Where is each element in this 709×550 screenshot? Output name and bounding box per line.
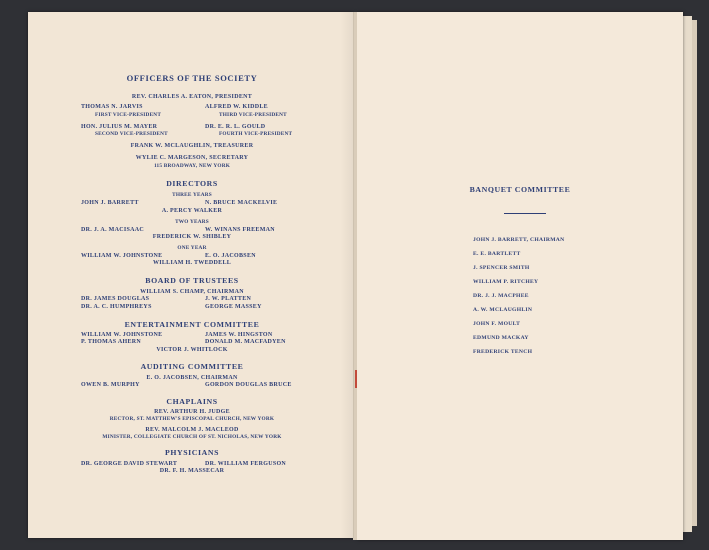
trustees-chair: WILLIAM S. CHAMP, CHAIRMAN <box>140 289 244 295</box>
physician-name: DR. GEORGE DAVID STEWART <box>81 461 178 467</box>
director-name: N. BRUCE MACKELVIE <box>205 200 278 206</box>
one-year-label: ONE YEAR <box>177 245 207 251</box>
director-name: W. WINANS FREEMAN <box>205 227 275 233</box>
officers-heading: OFFICERS OF THE SOCIETY <box>126 73 258 83</box>
banquet-heading: BANQUET COMMITTEE <box>469 185 571 194</box>
banquet-member: EDMUND MACKAY <box>473 335 529 341</box>
entertainment-member: DONALD M. MACFADYEN <box>205 339 286 345</box>
chaplain-name: REV. ARTHUR H. JUDGE <box>154 409 230 415</box>
banquet-member: FREDERICK TENCH <box>473 349 533 355</box>
physician-name: DR. WILLIAM FERGUSON <box>205 461 287 467</box>
auditing-member: OWEN B. MURPHY <box>81 382 140 388</box>
auditing-heading: AUDITING COMMITTEE <box>140 362 244 371</box>
banquet-member: JOHN F. MOULT <box>473 321 521 327</box>
entertainment-member: JAMES W. HINGSTON <box>205 332 273 338</box>
director-name: DR. J. A. MACISAAC <box>81 227 145 233</box>
trustee-name: GEORGE MASSEY <box>205 304 262 310</box>
vp1-name: THOMAS N. JARVIS <box>81 104 143 110</box>
directors-heading: DIRECTORS <box>166 179 218 188</box>
banquet-member: A. W. MCLAUGHLIN <box>473 307 533 313</box>
three-years-label: THREE YEARS <box>172 192 212 198</box>
entertainment-member: P. THOMAS AHERN <box>81 339 142 345</box>
director-name: WILLIAM H. TWEDDELL <box>152 260 232 266</box>
director-name: E. O. JACOBSEN <box>205 253 256 259</box>
vp4-title: FOURTH VICE-PRESIDENT <box>219 131 293 137</box>
director-name: FREDERICK W. SHIBLEY <box>152 234 232 240</box>
page-stack-edge <box>692 20 697 526</box>
treasurer-line: FRANK W. MCLAUGHLIN, TREASURER <box>130 143 254 149</box>
vp3-title: THIRD VICE-PRESIDENT <box>219 112 287 118</box>
two-years-label: TWO YEARS <box>175 219 209 225</box>
auditing-chair: E. O. JACOBSEN, CHAIRMAN <box>146 375 238 381</box>
entertainment-member: WILLIAM W. JOHNSTONE <box>81 332 163 338</box>
left-page <box>28 12 354 538</box>
vp2-title: SECOND VICE-PRESIDENT <box>95 131 168 137</box>
vp2-name: HON. JULIUS M. MAYER <box>81 124 158 130</box>
vp3-name: ALFRED W. KIDDLE <box>205 104 268 110</box>
chaplain-title: RECTOR, ST. MATTHEW'S EPISCOPAL CHURCH, NEW YORK <box>109 416 275 422</box>
page-edge <box>683 16 692 532</box>
entertainment-heading: ENTERTAINMENT COMMITTEE <box>124 320 260 329</box>
director-name: WILLIAM W. JOHNSTONE <box>81 253 163 259</box>
banquet-member: JOHN J. BARRETT, CHAIRMAN <box>473 237 565 243</box>
trustee-name: DR. JAMES DOUGLAS <box>81 296 150 302</box>
banquet-member: J. SPENCER SMITH <box>473 265 530 271</box>
secretary-line: WYLIE C. MARGESON, SECRETARY <box>135 155 249 161</box>
heading-rule <box>504 213 546 214</box>
chaplain-title: MINISTER, COLLEGIATE CHURCH OF ST. NICHOLAS, NEW YORK <box>102 434 282 440</box>
gutter-shadow <box>340 12 354 538</box>
trustees-heading: BOARD OF TRUSTEES <box>145 276 239 285</box>
director-name: JOHN J. BARRETT <box>81 200 139 206</box>
trustee-name: DR. A. C. HUMPHREYS <box>81 304 152 310</box>
physician-name: DR. F. H. MASSECAR <box>159 468 225 474</box>
auditing-member: GORDON DOUGLAS BRUCE <box>205 382 292 388</box>
chaplain-name: REV. MALCOLM J. MACLEOD <box>145 427 239 433</box>
banquet-member: E. E. BARTLETT <box>473 251 521 257</box>
entertainment-member: VICTOR J. WHITLOCK <box>156 347 228 353</box>
trustee-name: J. W. PLATTEN <box>205 296 252 302</box>
president-line: REV. CHARLES A. EATON, PRESIDENT <box>131 94 253 100</box>
right-page <box>357 12 683 540</box>
vp4-name: DR. E. R. L. GOULD <box>205 124 266 130</box>
vp1-title: FIRST VICE-PRESIDENT <box>95 112 162 118</box>
secretary-address: 115 BROADWAY, NEW YORK <box>153 163 231 169</box>
banquet-member: DR. J. J. MACPHEE <box>473 293 529 299</box>
ribbon-marker <box>355 370 357 388</box>
chaplains-heading: CHAPLAINS <box>166 397 218 406</box>
banquet-member: WILLIAM P. RITCHEY <box>473 279 539 285</box>
director-name: A. PERCY WALKER <box>161 208 223 214</box>
physicians-heading: PHYSICIANS <box>164 448 220 457</box>
